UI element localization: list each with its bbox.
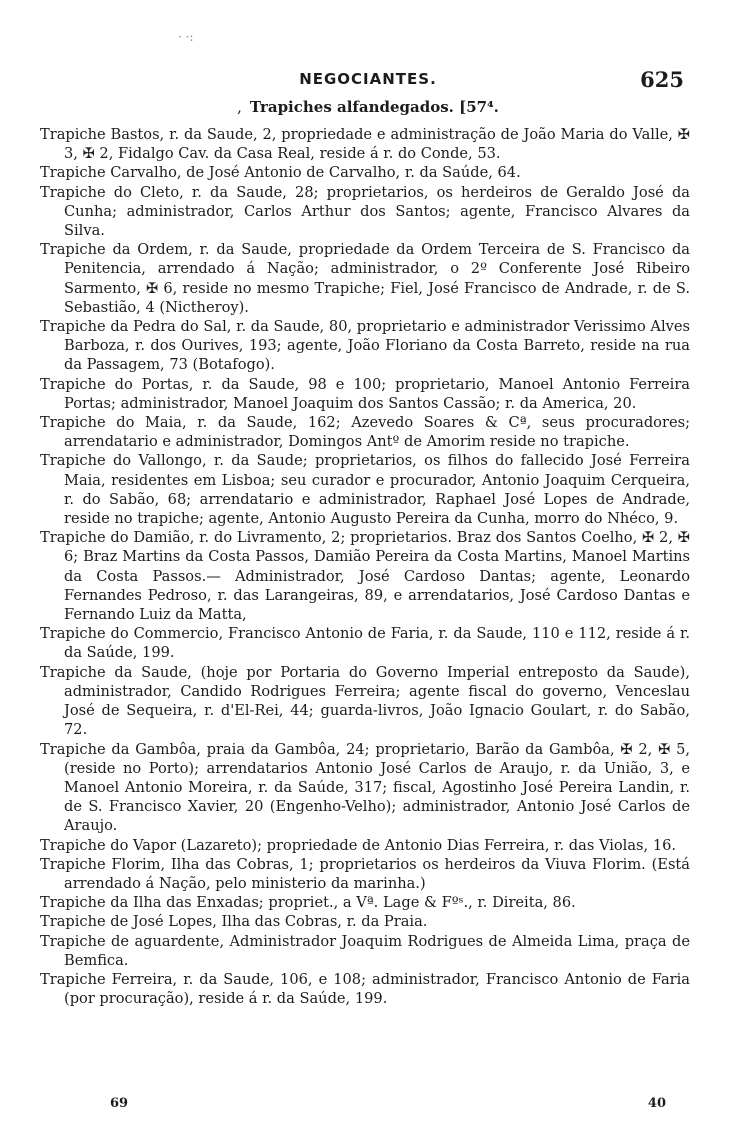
entry: Trapiche Florim, Ilha das Cobras, 1; proprietarios os herdeiros da Viuva Florim. (Está arrendado á Nação, pelo ministerio da marinha.) — [40, 855, 690, 892]
entry: Trapiche do Commercio, Francisco Antonio de Faria, r. da Saude, 110 e 112, reside á r. da Saúde, 199. — [40, 625, 690, 662]
entry: Trapiche de aguardente, Administrador Joaquim Rodrigues de Almeida Lima, praça de Bemfica. — [40, 932, 690, 969]
entry: Trapiche Ferreira, r. da Saude, 106, e 108; administrador, Francisco Antonio de Faria (por procuração), reside á r. da Saúde, 199. — [40, 970, 690, 1008]
marginalia: · ·: — [178, 30, 194, 44]
entry: Trapiche do Portas, r. da Saude, 98 e 100; proprietario, Manoel Antonio Ferreira Portas; administrador, Manoel Joaquim dos Santos Cassão; r. da America, 20. — [40, 375, 690, 412]
section-heading — [0, 98, 736, 116]
entry: Trapiche Carvalho, de José Antonio de Carvalho, r. da Saúde, 64. — [40, 164, 521, 182]
entry-list — [40, 125, 690, 1008]
section-mark: , — [237, 98, 242, 116]
entry: Trapiche da Gambôa, praia da Gambôa, 24; proprietario, Barão da Gambôa, ✠ 2, ✠ 5, (reside no Porto); arrendatarios Antonio José Carlos de Araujo, r. da União, 3, e Manoel Antonio Moreira, r. da Saúde, 317; fiscal, Agostinho José Pereira Landin, r. de S. Francisco Xavier, 20 (Engenho-Velho); administrador, Antonio José Carlos de Araujo. — [40, 740, 690, 835]
entry: Trapiche do Maia, r. da Saude, 162; Azevedo Soares & Cª, seus procuradores; arrendatario e administrador, Domingos Antº de Amorim reside no trapiche. — [40, 414, 690, 451]
entry: Trapiche do Vapor (Lazareto); propriedade de Antonio Dias Ferreira, r. das Violas, 16. — [40, 836, 677, 854]
signature-mark: 69 — [110, 1096, 129, 1111]
page-number: 625 — [640, 67, 684, 92]
page-header — [0, 67, 736, 92]
entry: Trapiche da Saude, (hoje por Portaria do Governo Imperial entreposto da Saude), administrador, Candido Rodrigues Ferreira; agente fiscal do governo, Venceslau José de Sequeira, r. d'El-Rei, 44; guarda-livros, João Ignacio Goulart, r. do Sabão, 72. — [40, 663, 690, 739]
entry: Trapiche do Damião, r. do Livramento, 2; proprietarios. Braz dos Santos Coelho, ✠ 2, ✠ 6; Braz Martins da Costa Passos, Damião Pereira da Costa Martins, Manoel Martins da Costa Passos.— Administrador, José Cardoso Dantas; agente, Leonardo Fernandes Pedroso, r. das Larangeiras, 89, e arrendatarios, José Cardoso Dantas e Fernando Luiz da Matta, — [40, 529, 690, 624]
entry: Trapiche da Ordem, r. da Saude, propriedade da Ordem Terceira de S. Francisco da Penitencia, arrendado á Nação; administrador, o 2º Conferente José Ribeiro Sarmento, ✠ 6, reside no mesmo Trapiche; Fiel, José Francisco de Andrade, r. de S. Sebastião, 4 (Nictheroy). — [40, 241, 690, 316]
entry: Trapiche do Cleto, r. da Saude, 28; proprietarios, os herdeiros de Geraldo José da Cunha; administrador, Carlos Arthur dos Santos; agente, Francisco Alvares da Silva. — [40, 183, 690, 240]
entry: Trapiche da Pedra do Sal, r. da Saude, 80, proprietario e administrador Verissimo Alves Barboza, r. dos Ourives, 193; agente, João Floriano da Costa Barreto, reside na rua da Passagem, 73 (Botafogo). — [40, 318, 690, 374]
entry: Trapiche de José Lopes, Ilha das Cobras, r. da Praia. — [40, 913, 428, 931]
footer-number: 40 — [647, 1096, 666, 1111]
entry: Trapiche da Ilha das Enxadas; propriet., a Vª. Lage & Fºˢ., r. Direita, 86. — [40, 894, 576, 912]
running-title: NEGOCIANTES. — [299, 70, 437, 88]
entry: Trapiche do Vallongo, r. da Saude; proprietarios, os filhos do fallecido José Ferreira Maia, residentes em Lisboa; seu curador e procurador, Antonio Joaquim Cerqueira, r. do Sabão, 68; arrendatario e administrador, Raphael José Lopes de Andrade, reside no trapiche; agente, Antonio Augusto Pereira da Cunha, morro do Nhéco, 9. — [40, 452, 690, 528]
section-title: Trapiches alfandegados. [57⁴. — [249, 98, 499, 116]
entry: Trapiche Bastos, r. da Saude, 2, propriedade e administração de João Maria do Valle, ✠ 3, ✠ 2, Fidalgo Cav. da Casa Real, reside á r. do Conde, 53. — [40, 126, 690, 163]
